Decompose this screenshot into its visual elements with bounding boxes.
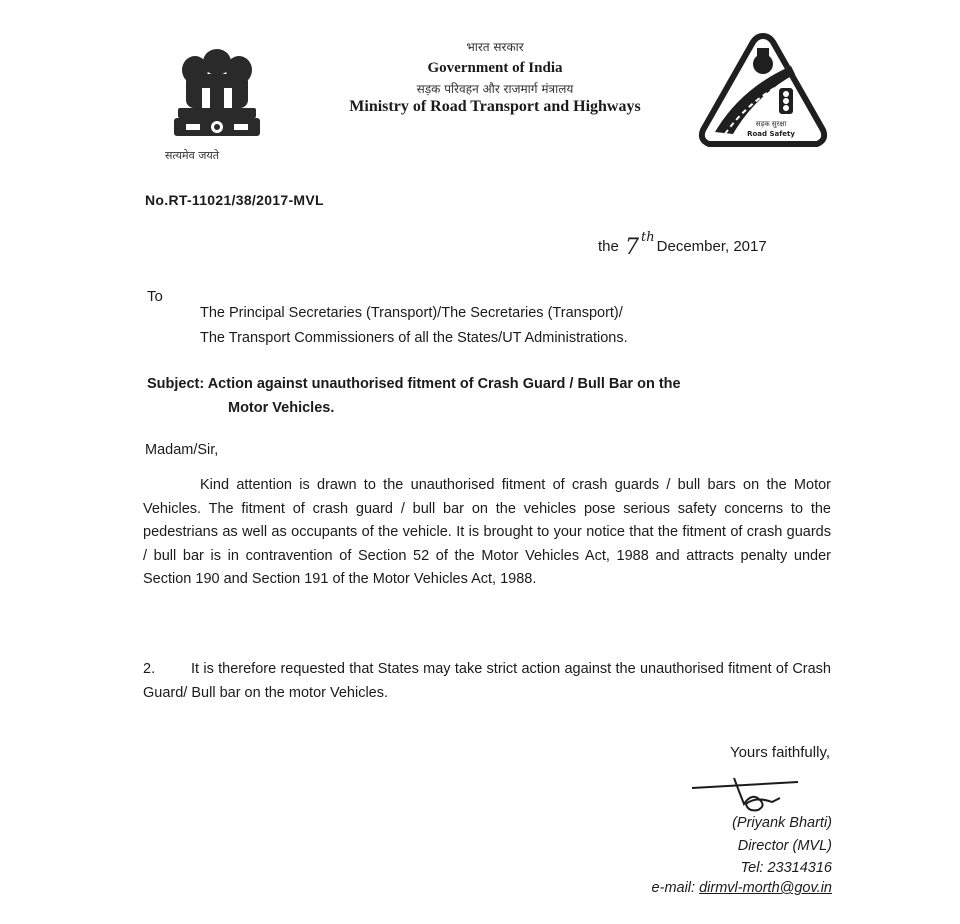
emblem-motto: सत्यमेव जयते (165, 149, 220, 162)
addressee-line-1: The Principal Secretaries (Transport)/The Secretaries (Transport)/ (200, 305, 623, 321)
govt-hindi: भारत सरकार (466, 40, 524, 54)
logo-text-hindi: सड़क सुरक्षा (755, 120, 787, 128)
body-paragraph-1: Kind attention is drawn to the unauthorised fitment of crash guards / bull bars on the Motor Vehicles. The fitment of crash guard / bull bar on the vehicles pose serious safety concerns to the pedestrians as well as occupants of the vehicle. It is brought to your notice that the fitment of crash guards / bull bar is in contravention of Section 52 of the Motor Vehicles Act, 1988 and attracts penalty under Section 190 and Section 191 of the Motor Vehicles Act, 1988. (143, 477, 831, 587)
signatory-tel: Tel: 23314316 (740, 860, 832, 876)
logo-text-english: Road Safety (747, 130, 795, 138)
date-suffix: th (641, 230, 655, 245)
subject-text: Action against unauthorised fitment of Crash Guard / Bull Bar on the (207, 376, 681, 392)
body-paragraph-2 (143, 658, 831, 705)
ministry-hindi: सड़क परिवहन और राजमार्ग मंत्रालय (416, 82, 574, 96)
date-day: 7 (625, 235, 640, 260)
subject-label: Subject: (147, 376, 205, 392)
email-link[interactable]: dirmvl-morth@gov.in (699, 880, 832, 896)
reference-number: No.RT-11021/38/2017-MVL (145, 192, 324, 208)
govt-name: Government of India (427, 60, 563, 76)
signature (688, 774, 808, 820)
signatory-title: Director (MVL) (737, 838, 832, 854)
paragraph-2-text: It is therefore requested that States may take strict action against the unauthorised fitment of Crash Guard/ Bull bar on the motor Vehicles. (143, 661, 831, 701)
addressee-line-2: The Transport Commissioners of all the States/UT Administrations. (200, 330, 628, 346)
letter-date (598, 230, 767, 260)
signatory-email-line (652, 880, 832, 896)
email-label: e-mail: (651, 880, 696, 896)
salutation: Madam/Sir, (145, 442, 219, 458)
to-label: To (147, 288, 163, 305)
subject-line (147, 376, 837, 392)
date-rest: December, 2017 (656, 238, 767, 255)
closing: Yours faithfully, (729, 744, 830, 761)
signatory-name: (Priyank Bharti) (732, 815, 832, 831)
subject-line-2: Motor Vehicles. (228, 400, 335, 416)
date-prefix: the (598, 238, 619, 255)
ministry-name: Ministry of Road Transport and Highways (349, 98, 641, 115)
paragraph-number: 2. (143, 661, 156, 677)
road-safety-logo (695, 30, 831, 155)
